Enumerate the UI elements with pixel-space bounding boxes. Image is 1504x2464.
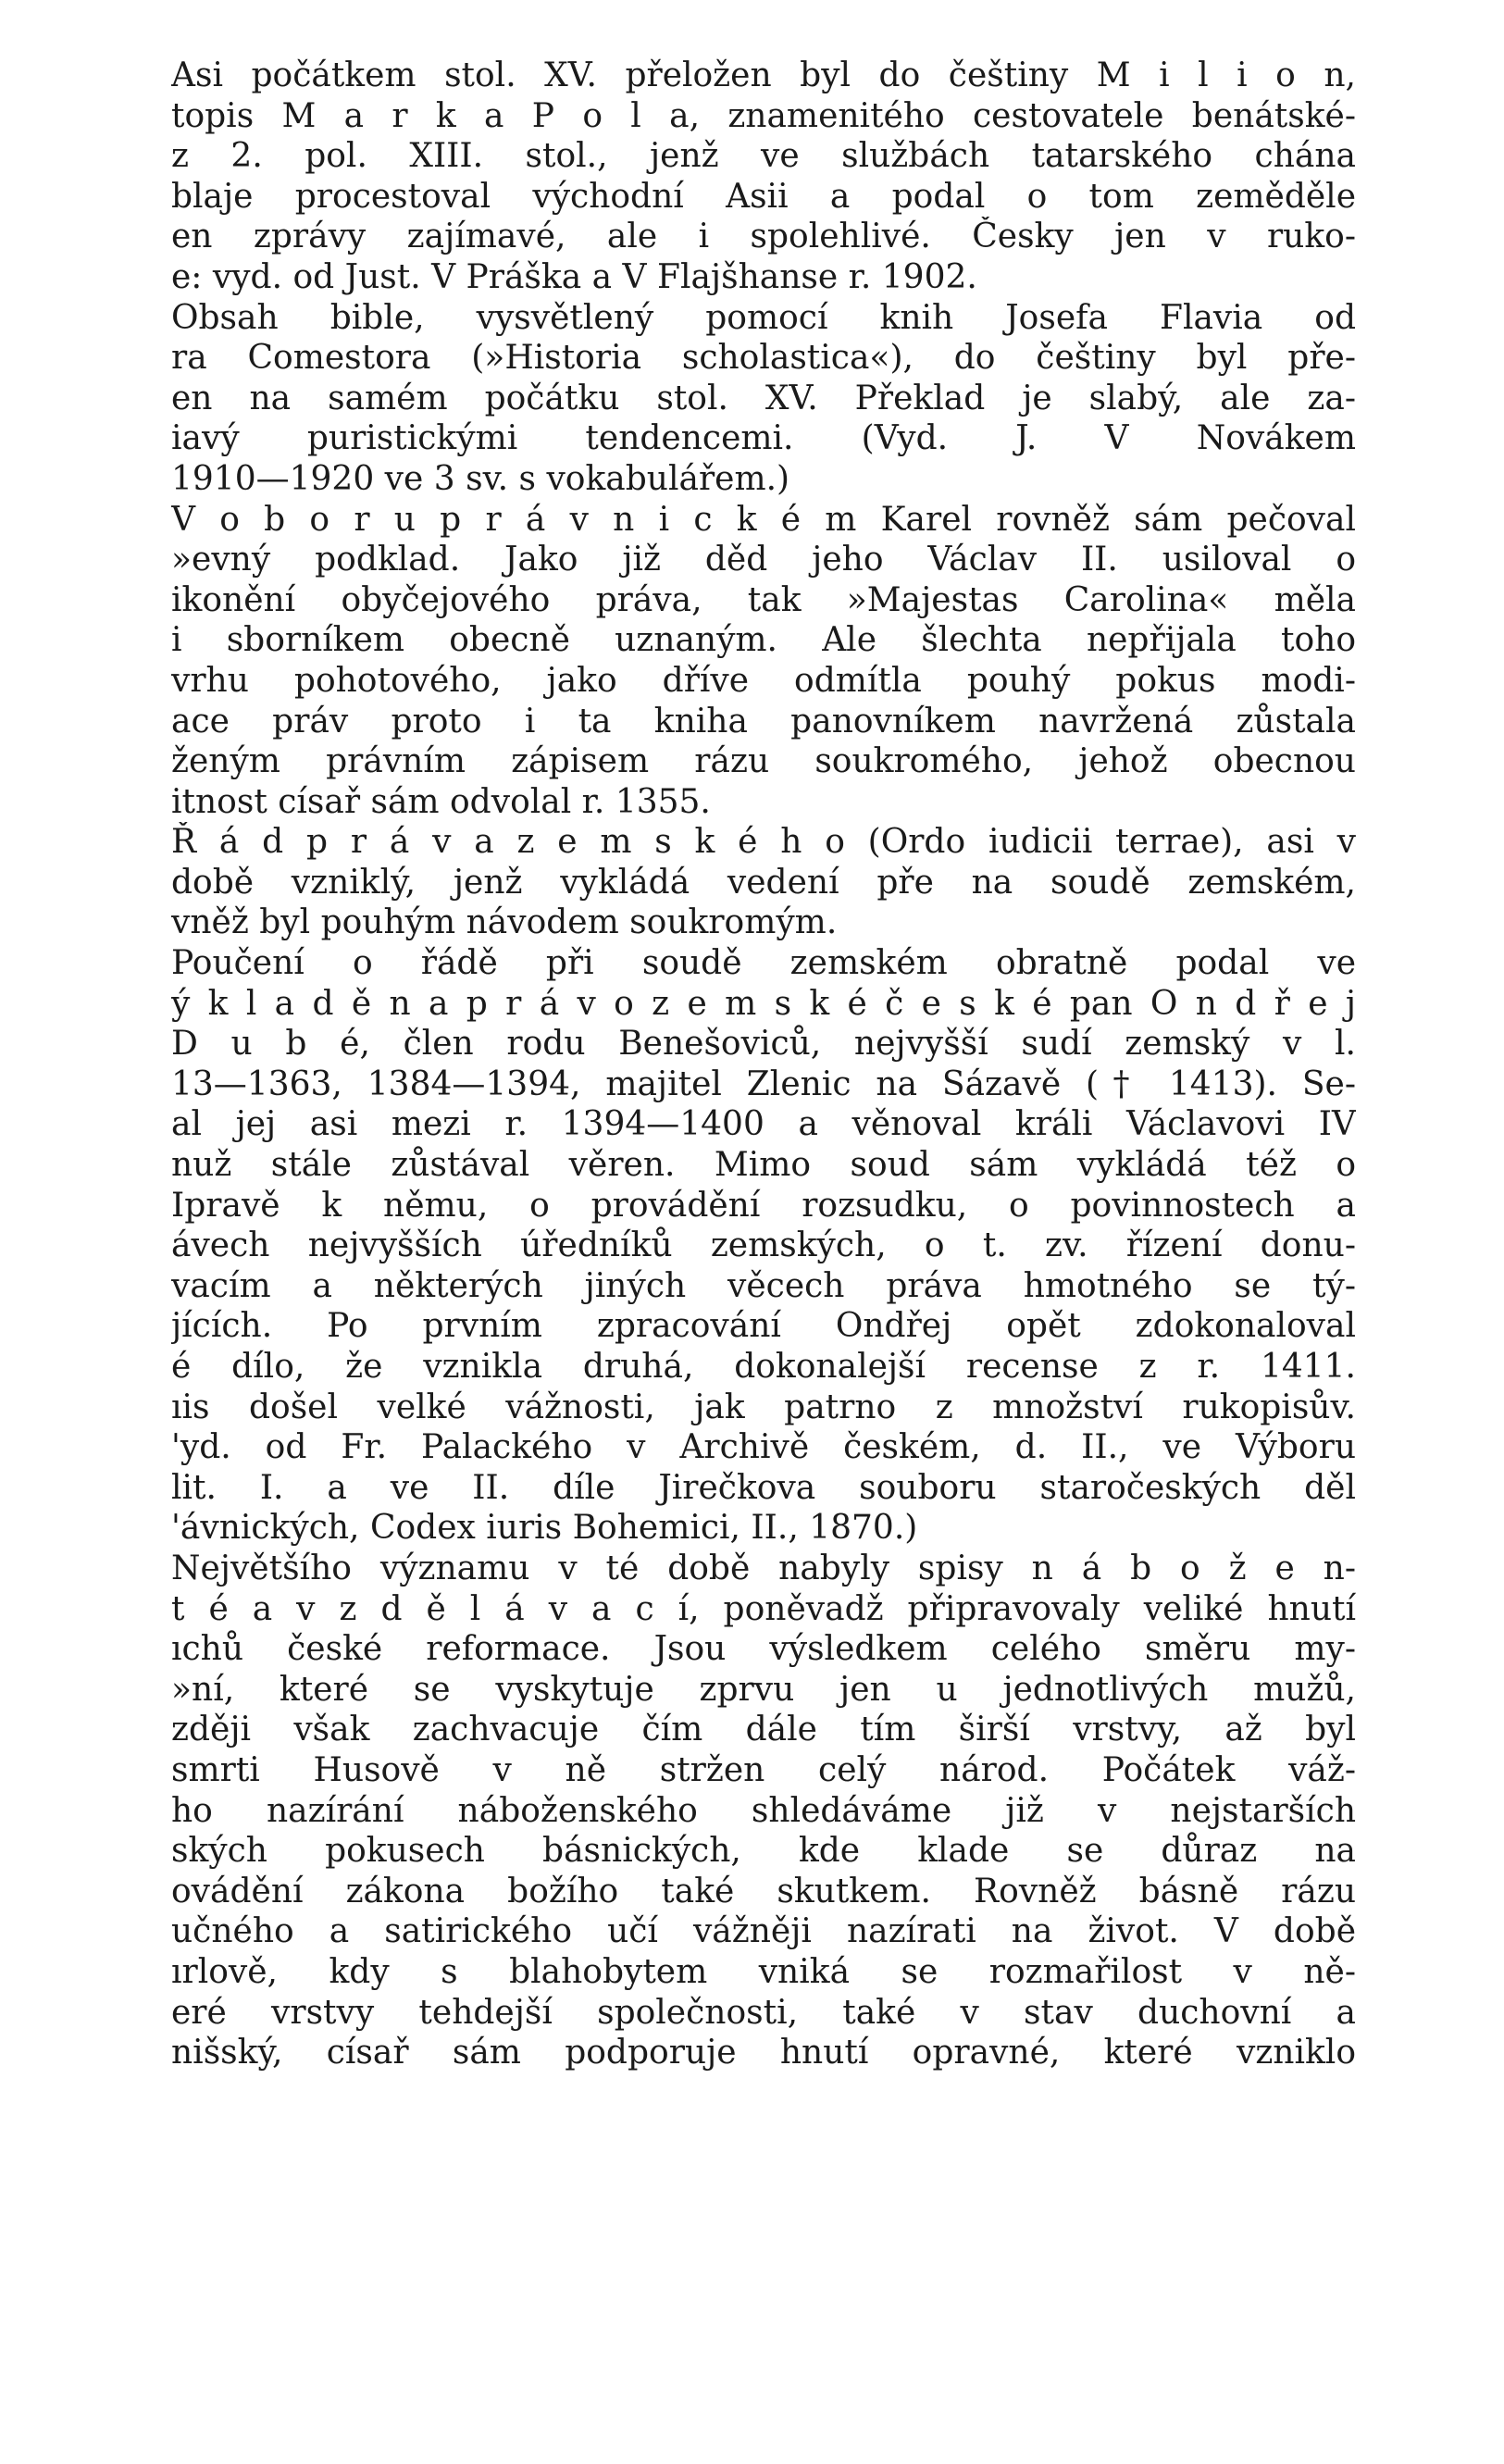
text-line: smrti Husově v ně stržen celý národ. Počátek váž-: [171, 1750, 1356, 1789]
text-line: 13—1363, 1384—1394, majitel Zlenic na Sázavě († 1413). Se-: [171, 1064, 1356, 1103]
text-line: e: vyd. od Just. V Práška a V Flajšhanse r. 1902.: [171, 257, 977, 296]
text-line: ace práv proto i ta kniha panovníkem navržená zůstala: [171, 702, 1356, 740]
text-line: 1910—1920 ve 3 sv. s vokabulářem.): [171, 459, 790, 498]
text-line: Největšího významu v té době nabyly spisy n á b o ž e n-: [171, 1549, 1356, 1587]
text-line: zději však zachvacuje čím dále tím širší vrstvy, až byl: [171, 1711, 1356, 1749]
text-line: itnost císař sám odvolal r. 1355.: [171, 782, 711, 821]
text-line: ikonění obyčejového práva, tak »Majestas Carolina« měla: [171, 580, 1356, 619]
text-line: době vzniklý, jenž vykládá vedení pře na soudě zemském,: [171, 863, 1356, 902]
text-line: »ní, které se vyskytuje zprvu jen u jednotlivých mužů,: [171, 1670, 1356, 1709]
text-line: z 2. pol. XIII. stol., jenž ve službách tatarského chána: [171, 137, 1356, 176]
text-line: »evný podklad. Jako již děd jeho Václav II. usiloval o: [171, 541, 1356, 579]
text-line: é dílo, že vznikla druhá, dokonalejší recense z r. 1411.: [171, 1348, 1356, 1386]
text-line: ho nazírání náboženského shledáváme již v nejstarších: [171, 1791, 1356, 1830]
text-line: al jej asi mezi r. 1394—1400 a věnoval králi Václavovi IV: [171, 1105, 1356, 1144]
text-line: ra Comestora (»Historia scholastica«), do češtiny byl pře-: [171, 339, 1356, 378]
text-line: eré vrstvy tehdejší společnosti, také v stav duchovní a: [171, 1993, 1356, 2032]
text-line: 'yd. od Fr. Palackého v Archivě českém, d. II., ve Výboru: [171, 1428, 1356, 1467]
text-line: ıchů české reformace. Jsou výsledkem celého směru my-: [171, 1630, 1356, 1669]
text-line: iavý puristickými tendencemi. (Vyd. J. V Novákem: [171, 419, 1356, 458]
text-line: nuž stále zůstával věren. Mimo soud sám vykládá též o: [171, 1146, 1356, 1185]
text-line: vněž byl pouhým návodem soukromým.: [171, 903, 838, 942]
text-line: en na samém počátku stol. XV. Překlad je slabý, ale za-: [171, 379, 1356, 417]
text-line: vrhu pohotového, jako dříve odmítla pouhý pokus modi-: [171, 661, 1356, 700]
text-line: lit. I. a ve II. díle Jirečkova souboru staročeských děl: [171, 1468, 1356, 1507]
text-line: nišský, císař sám podporuje hnutí opravné, které vzniklo: [171, 2034, 1356, 2072]
text-line: i sborníkem obecně uznaným. Ale šlechta nepřijala toho: [171, 621, 1356, 660]
text-line: ý k l a d ě n a p r á v o z e m s k é č e s k é pan O n d ř e j: [171, 984, 1356, 1023]
text-line: ırlově, kdy s blahobytem vniká se rozmařilost v ně-: [171, 1952, 1356, 1991]
text-line: ıis došel velké vážnosti, jak patrno z množství rukopisův.: [171, 1388, 1356, 1426]
text-line: en zprávy zajímavé, ale i spolehlivé. Česky jen v ruko-: [171, 218, 1356, 256]
text-line: Ipravě k němu, o provádění rozsudku, o povinnostech a: [171, 1186, 1356, 1225]
text-line: blaje procestoval východní Asii a podal o tom zeměděle: [171, 177, 1356, 216]
text-line: ovádění zákona božího také skutkem. Rovněž básně rázu: [171, 1872, 1356, 1910]
text-line: učného a satirického učí vážněji nazírati na život. V době: [171, 1912, 1356, 1951]
text-line: Asi počátkem stol. XV. přeložen byl do češtiny M i l i o n,: [171, 56, 1356, 94]
text-line: ských pokusech básnických, kde klade se důraz na: [171, 1832, 1356, 1871]
text-line: vacím a některých jiných věcech práva hmotného se tý-: [171, 1266, 1356, 1305]
text-line: 'ávnických, Codex iuris Bohemici, II., 1870.): [171, 1509, 918, 1548]
text-line: ženým právním zápisem rázu soukromého, jehož obecnou: [171, 742, 1356, 781]
text-line: jících. Po prvním zpracování Ondřej opět zdokonaloval: [171, 1307, 1356, 1346]
text-line: topis M a r k a P o l a, znamenitého cestovatele benátské-: [171, 96, 1356, 135]
text-line: ávech nejvyšších úředníků zemských, o t. zv. řízení donu-: [171, 1226, 1356, 1265]
text-line: Ř á d p r á v a z e m s k é h o (Ordo iudicii terrae), asi v: [171, 823, 1356, 862]
document-page: [171, 56, 1356, 2073]
text-line: V o b o r u p r á v n i c k é m Karel rovněž sám pečoval: [171, 500, 1356, 539]
text-line: D u b é, člen rodu Benešoviců, nejvyšší sudí zemský v l.: [171, 1025, 1356, 1064]
text-line: Obsah bible, vysvětlený pomocí knih Josefa Flavia od: [171, 298, 1356, 337]
text-line: t é a v z d ě l á v a c í, poněvadž připravovaly veliké hnutí: [171, 1589, 1356, 1628]
text-line: Poučení o řádě při soudě zemském obratně podal ve: [171, 944, 1356, 983]
